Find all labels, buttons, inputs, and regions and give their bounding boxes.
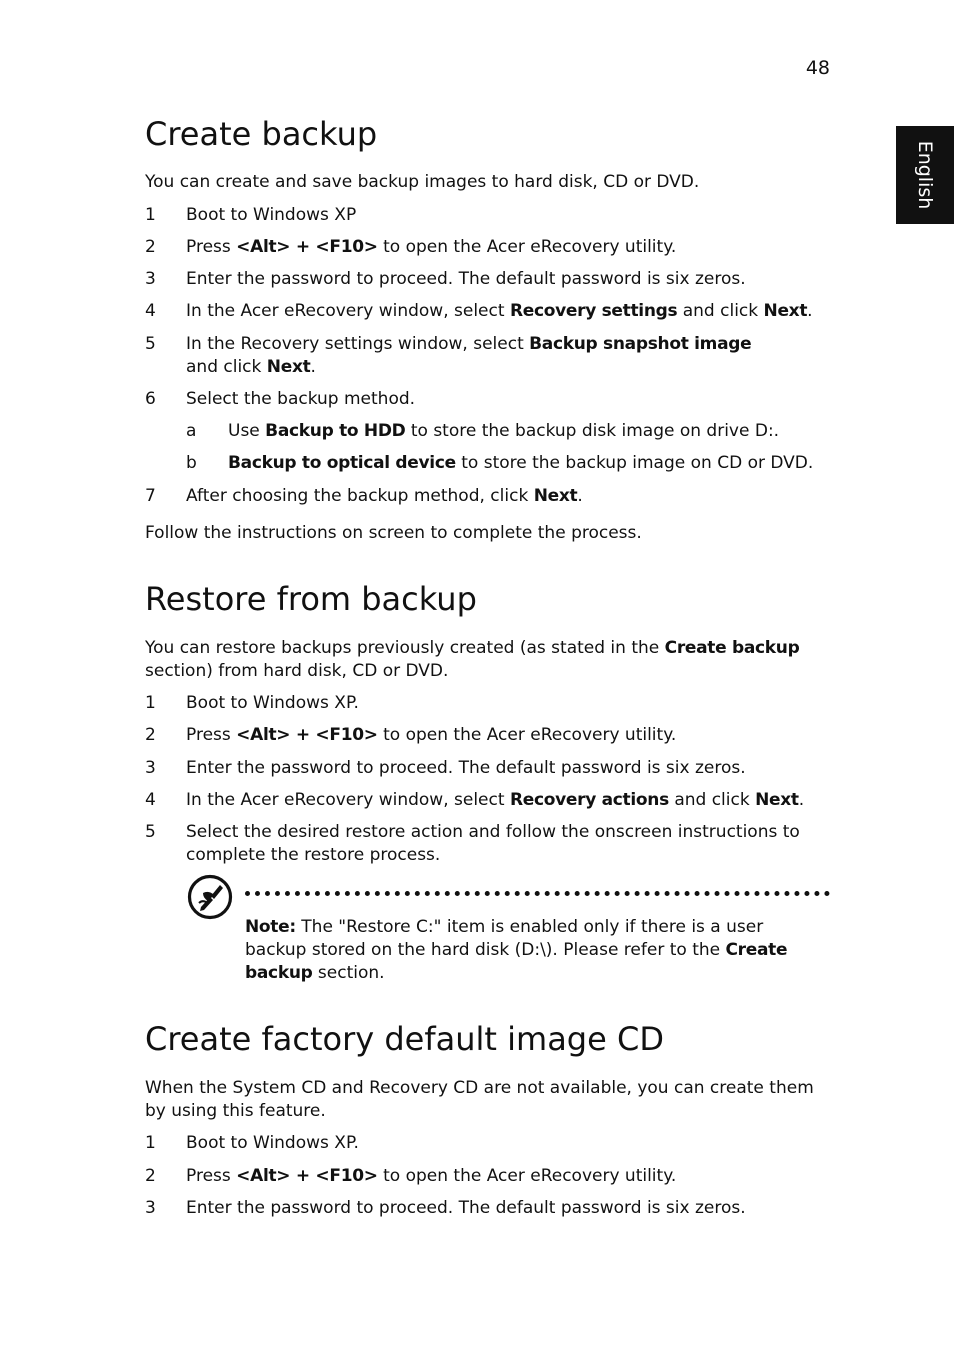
step-text: Press <Alt> + <F10> to open the Acer eRecovery utility. (186, 1166, 677, 1186)
sub-step-text: Backup to optical device to store the backup image on CD or DVD. (228, 453, 814, 473)
sub-step-letter: a (186, 421, 197, 441)
step-text: Boot to Windows XP. (186, 1133, 359, 1153)
note-divider (245, 891, 830, 896)
step-text: Select the backup method. (186, 389, 416, 409)
step-number: 3 (145, 1198, 156, 1218)
step-number: 2 (145, 237, 156, 257)
step-number: 2 (145, 725, 156, 745)
step-text: Boot to Windows XP (186, 205, 357, 225)
step-text: Press <Alt> + <F10> to open the Acer eRecovery utility. (186, 725, 677, 745)
step-text: In the Acer eRecovery window, select Recovery actions and click Next. (186, 790, 805, 810)
step-text: In the Acer eRecovery window, select Recovery settings and click Next. (186, 301, 813, 321)
note-icon (187, 874, 233, 920)
sub-step-letter: b (186, 453, 197, 473)
language-side-tab (896, 126, 954, 224)
paragraph: When the System CD and Recovery CD are not available, you can create them by using this feature. (145, 1078, 814, 1121)
step-text: Enter the password to proceed. The default password is six zeros. (186, 269, 746, 289)
step-number: 1 (145, 1133, 156, 1153)
step-number: 3 (145, 269, 156, 289)
step-number: 6 (145, 389, 156, 409)
step-number: 7 (145, 486, 156, 506)
step-number: 5 (145, 334, 156, 354)
step-text: Boot to Windows XP. (186, 693, 359, 713)
paragraph: You can create and save backup images to hard disk, CD or DVD. (145, 172, 700, 192)
step-number: 4 (145, 790, 156, 810)
sub-step-text: Use Backup to HDD to store the backup disk image on drive D:. (228, 421, 780, 441)
step-text: After choosing the backup method, click Next. (186, 486, 583, 506)
step-text: Press <Alt> + <F10> to open the Acer eRecovery utility. (186, 237, 677, 257)
heading-restore-from-backup: Restore from backup (145, 580, 477, 618)
language-label: English (914, 140, 936, 210)
step-text: Enter the password to proceed. The default password is six zeros. (186, 1198, 746, 1218)
heading-create-factory-default-image-cd: Create factory default image CD (145, 1020, 664, 1058)
step-number: 1 (145, 693, 156, 713)
step-number: 1 (145, 205, 156, 225)
step-text: In the Recovery settings window, select Backup snapshot image and click Next. (186, 334, 752, 377)
heading-create-backup: Create backup (145, 115, 378, 153)
note-text: Note: The "Restore C:" item is enabled only if there is a user backup stored on the hard disk (D:\). Please refer to the Create backup section. (245, 917, 788, 983)
step-number: 3 (145, 758, 156, 778)
step-number: 2 (145, 1166, 156, 1186)
paragraph: You can restore backups previously created (as stated in the Create backup section) from hard disk, CD or DVD. (145, 638, 800, 681)
step-number: 4 (145, 301, 156, 321)
page-number: 48 (805, 57, 830, 79)
paragraph: Follow the instructions on screen to complete the process. (145, 523, 642, 543)
step-text: Enter the password to proceed. The default password is six zeros. (186, 758, 746, 778)
step-number: 5 (145, 822, 156, 842)
step-text: Select the desired restore action and follow the onscreen instructions to complete the restore process. (186, 822, 800, 865)
